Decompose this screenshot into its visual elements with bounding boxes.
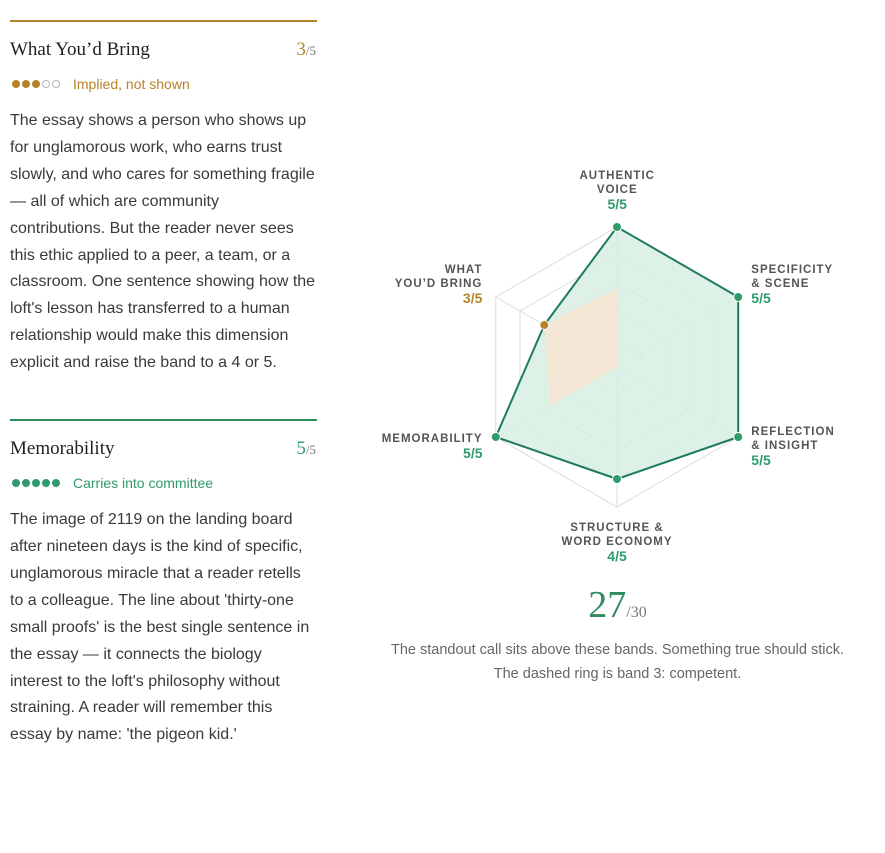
- data-point: [613, 223, 622, 232]
- axis-score: 4/5: [607, 548, 627, 564]
- rating-dot-empty: [52, 80, 60, 88]
- section-score-max: /5: [305, 442, 316, 458]
- section-title: Memorability: [10, 438, 115, 460]
- axis-label-line: WORD ECONOMY: [561, 536, 673, 548]
- rating-dot-empty: [42, 80, 50, 88]
- axis-label: [580, 169, 655, 211]
- data-point: [491, 433, 500, 442]
- axis-label-line: & INSIGHT: [751, 440, 819, 452]
- section-score-value: 3: [296, 39, 306, 60]
- axis-score: 3/5: [462, 290, 483, 306]
- rating-dot-filled: [42, 479, 50, 487]
- rating-dot-filled: [12, 479, 20, 487]
- axis-score: 5/5: [607, 196, 627, 212]
- axis-label-line: VOICE: [596, 184, 638, 196]
- section-body: The essay shows a person who shows up for unglamorous work, who earns trust slowly, and who cares for something fragile — all of which are community contributions. But the reader never sees this ethic applied to a peer, a team, or a classroom. One sentence showing how the loft's lesson has transferred to a human relationship would make this dimension explicit and raise the band to a 4 or 5.: [10, 112, 316, 372]
- axis-label-line: AUTHENTIC: [579, 170, 655, 182]
- section-what-youd-bring: [10, 20, 317, 377]
- axis-score: 5/5: [463, 445, 483, 461]
- rating-dot-filled: [22, 80, 30, 88]
- total-value: 27: [588, 584, 627, 626]
- axis-label-line: MEMORABILITY: [381, 433, 483, 445]
- axis-label: [382, 432, 483, 460]
- rating-row: [10, 74, 317, 94]
- data-point: [540, 321, 549, 330]
- axis-label-line: YOU’D BRING: [394, 278, 483, 290]
- radar-chart: [355, 160, 880, 620]
- rating-dots: [12, 479, 62, 487]
- section-score-max: /5: [305, 43, 316, 58]
- axis-label-line: & SCENE: [751, 278, 810, 290]
- axis-score: 5/5: [751, 452, 771, 468]
- axis-label-line: WHAT: [444, 264, 483, 276]
- section-body: The image of 2119 on the landing board after nineteen days is the kind of specific, unglamorous miracle that a reader retells to a colleague. The line about 'thirty-one small proofs' is the best single sentence in the essay — it connects the biology interest to the loft's philosophy without straining. A reader will remember this essay by name: 'the pigeon kid.': [10, 511, 310, 744]
- axis-label-line: STRUCTURE &: [570, 522, 664, 534]
- axis-label: [562, 521, 673, 563]
- axis-score: 5/5: [751, 290, 771, 306]
- rating-dot-filled: [32, 80, 40, 88]
- rating-row: [10, 473, 317, 493]
- section-title: What You’d Bring: [10, 39, 150, 60]
- data-point: [613, 475, 622, 484]
- rating-status: Carries into committee: [73, 475, 214, 492]
- score-notes: [10, 20, 317, 749]
- section-header: [10, 39, 317, 61]
- data-point: [734, 293, 743, 302]
- section-score: [296, 438, 316, 460]
- section-rule: [10, 419, 317, 421]
- total-score: [355, 583, 880, 627]
- rating-dot-filled: [32, 479, 40, 487]
- data-point: [734, 433, 743, 442]
- section-score-value: 5: [296, 438, 306, 460]
- chart-caption: The standout call sits above these bands. Something true should stick. The dashed ring is band 3: competent.: [391, 642, 844, 682]
- axis-label: [751, 263, 833, 305]
- axis-label-line: SPECIFICITY: [751, 264, 834, 276]
- rating-dot-filled: [22, 479, 30, 487]
- rating-dot-filled: [12, 80, 20, 88]
- rating-dots: [12, 80, 62, 88]
- section-rule: [10, 20, 317, 22]
- rating-status: Implied, not shown: [73, 76, 190, 92]
- rating-dot-filled: [52, 479, 60, 487]
- axis-label: [395, 263, 483, 305]
- section-header: [10, 438, 317, 460]
- total-max: /30: [626, 604, 647, 621]
- axis-label-line: REFLECTION: [751, 426, 835, 438]
- section-score: [296, 39, 316, 61]
- axis-label: [751, 425, 834, 467]
- section-memorability: [10, 419, 317, 749]
